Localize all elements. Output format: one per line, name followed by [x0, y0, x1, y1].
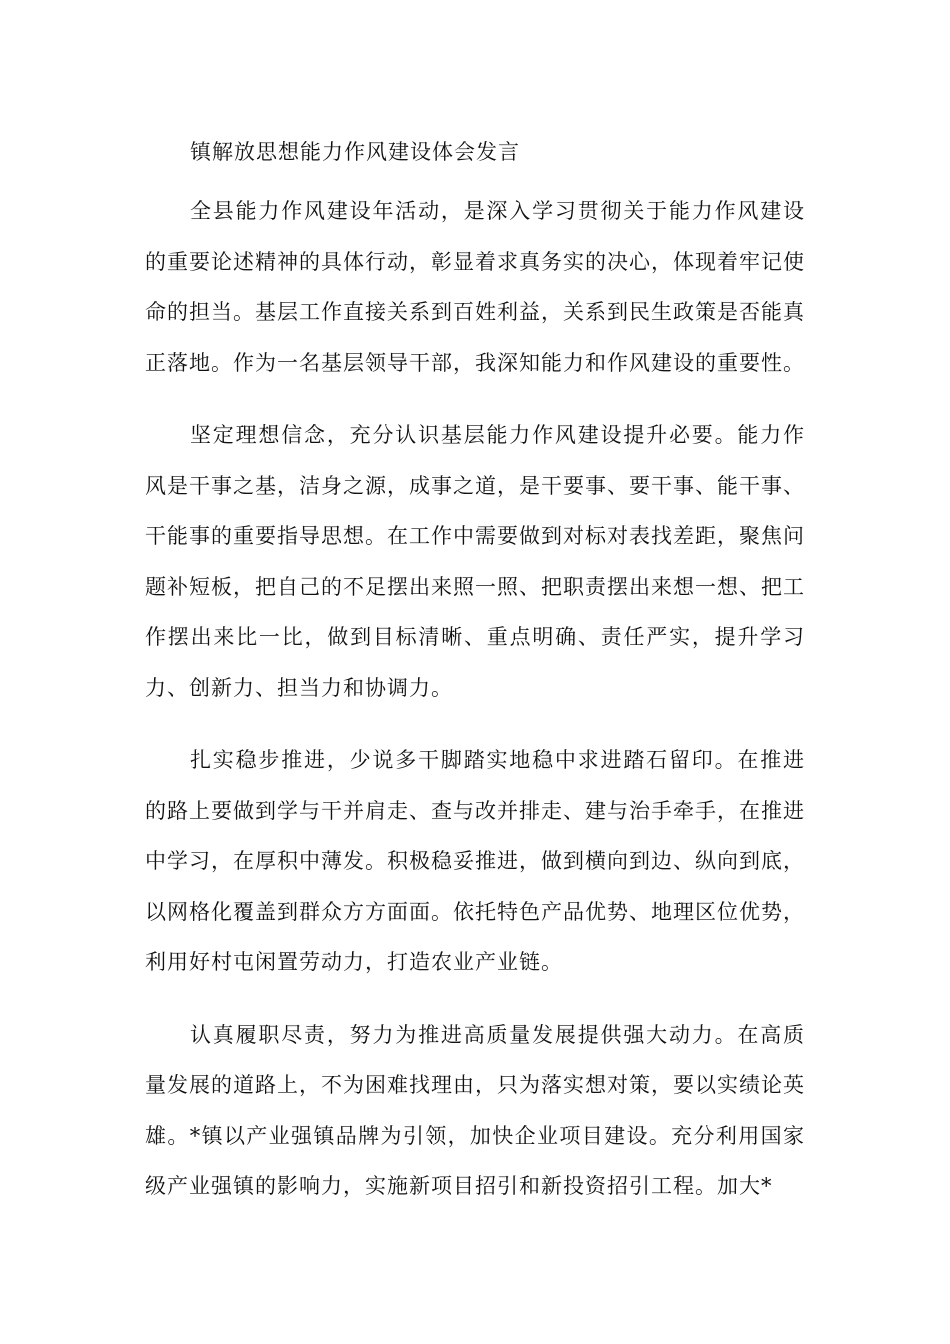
document-body — [145, 186, 805, 1234]
document-title: 镇解放思想能力作风建设体会发言 — [190, 140, 520, 164]
paragraph-2: 坚定理想信念，充分认识基层能力作风建设提升必要。能力作风是干事之基，洁身之源，成事之道，是干要事、要干事、能干事、干能事的重要指导思想。在工作中需要做到对标对表找差距，聚焦问题补短板，把自己的不足摆出来照一照、把职责摆出来想一想、把工作摆出来比一比，做到目标清晰、重点明确、责任严实，提升学习力、创新力、担当力和协调力。 — [145, 423, 805, 700]
paragraph-3: 扎实稳步推进，少说多干脚踏实地稳中求进踏石留印。在推进的路上要做到学与干并肩走、查与改并排走、建与治手牵手，在推进中学习，在厚积中薄发。积极稳妥推进，做到横向到边、纵向到底，以网格化覆盖到群众方方面面。依托特色产品优势、地理区位优势，利用好村屯闲置劳动力，打造农业产业链。 — [145, 748, 805, 974]
paragraph-1: 全县能力作风建设年活动，是深入学习贯彻关于能力作风建设的重要论述精神的具体行动，彰显着求真务实的决心，体现着牢记使命的担当。基层工作直接关系到百姓利益，关系到民生政策是否能真正落地。作为一名基层领导干部，我深知能力和作风建设的重要性。 — [145, 199, 805, 375]
paragraph-4: 认真履职尽责，努力为推进高质量发展提供强大动力。在高质量发展的道路上，不为困难找理由，只为落实想对策，要以实绩论英雄。*镇以产业强镇品牌为引领，加快企业项目建设。充分利用国家级产业强镇的影响力，实施新项目招引和新投资招引工程。加大* — [145, 1022, 805, 1198]
